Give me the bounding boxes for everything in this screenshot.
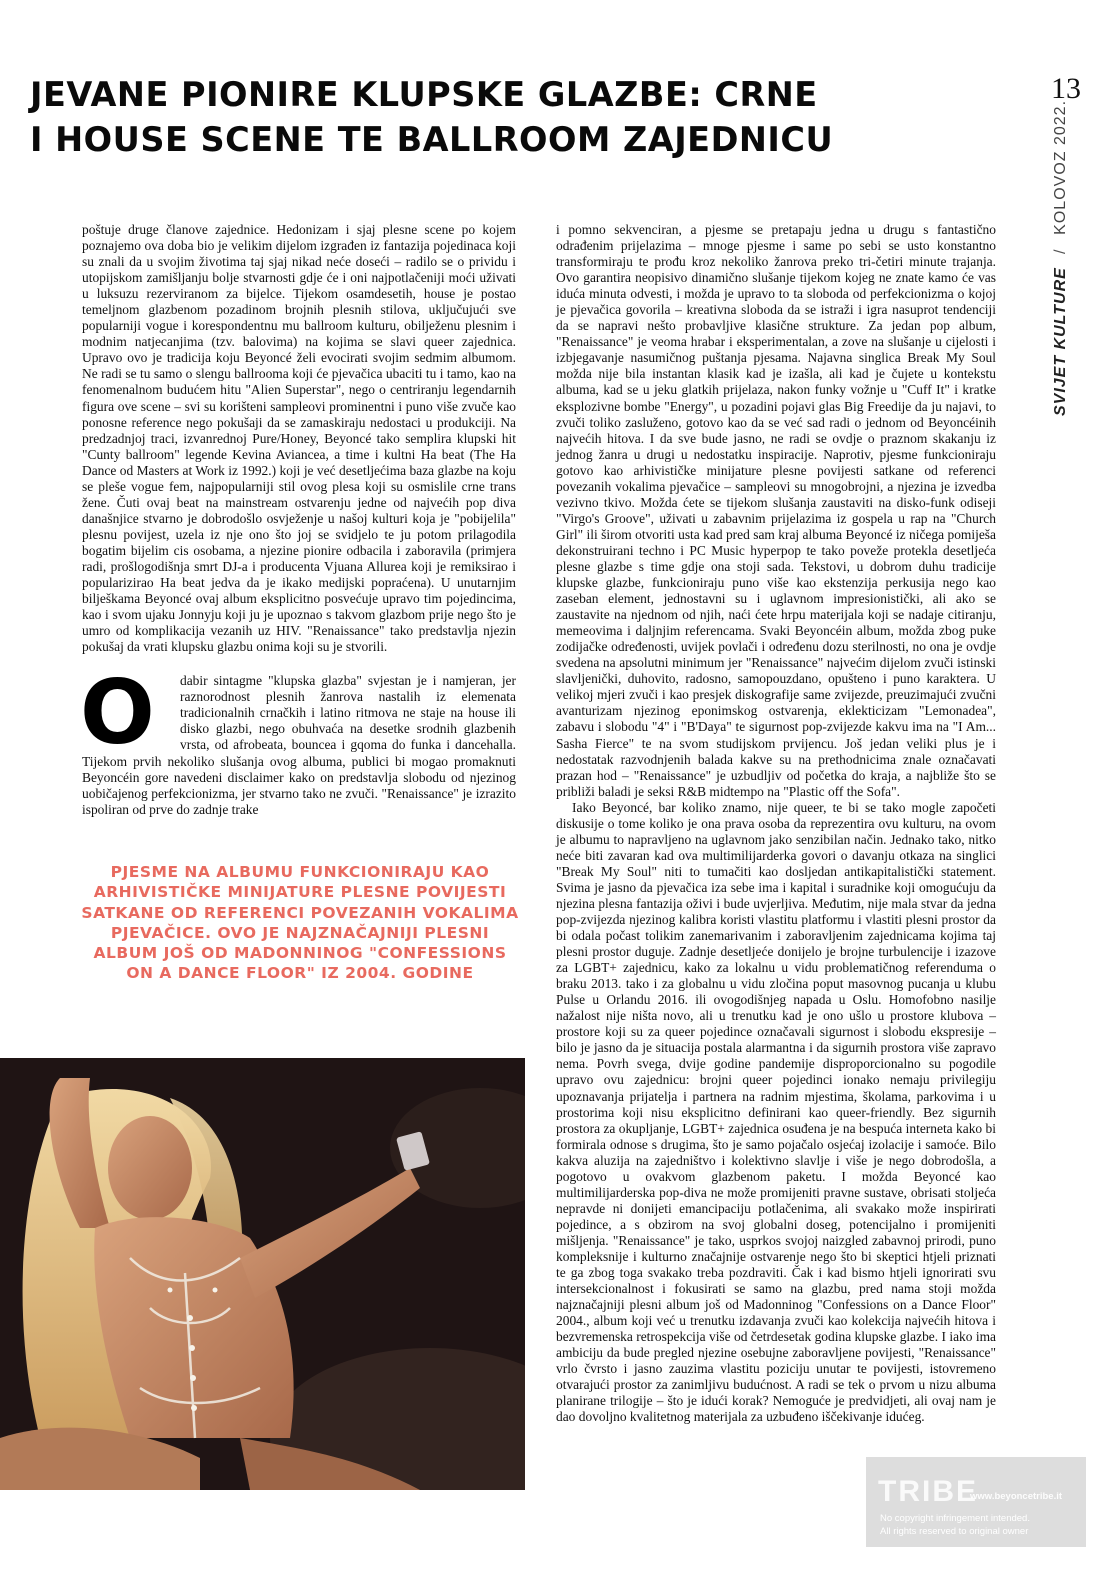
headline-line-2: I HOUSE SCENE TE BALLROOM ZAJEDNICU	[30, 120, 834, 159]
section-label	[1052, 99, 1070, 416]
issue-date: KOLOVOZ 2022.	[1052, 99, 1069, 235]
dropcap-letter: O	[80, 661, 155, 765]
pull-quote: PJESME NA ALBUMU FUNKCIONIRAJU KAO ARHIVISTIČKE MINIJATURE PLESNE POVIJESTI SATKANE OD REFERENCI POVEZANIH VOKALIMA PJEVAČICE. OVO JE NAJZNAČAJNIJI PLESNI ALBUM JOŠ OD MADONNINOG "CONFESSIONS ON A DANCE FLOOR" IZ 2004. GODINE	[81, 863, 519, 983]
watermark-note-1: No copyright infringement intended.	[880, 1513, 1030, 1524]
watermark-brand: TRIBE	[878, 1475, 978, 1508]
right-paragraph-1: i pomno sekvenciran, a pjesme se pretapaju jedna u drugu s fantastično odrađenim prijelazima – mnoge pjesme i same po sebi se usto konstantno transformiraju te prođu kroz nekoliko žanrova preko tri-četiri minute trajanja. Ovo garantira neopisivo dinamično slušanje tijekom kojeg ne znate kamo će vas iduća minuta odvesti, i možda je upravo to ta sloboda od perfekcionizma o kojoj je pjevačica govorila – kreativna sloboda da se istraži i igra nasuprot tendenciji da se napravi nešto probavljive klasične strukture. Za jedan pop album, "Renaissance" je veoma hrabar i eksperimentalan, a zove na slušanje u cijelosti i izbjegavanje nasumičnog puštanja pjesama. Najavna singlica Break My Soul možda nije bila instantan klasik kad je izašla, ali kad je čujete u kontekstu albuma, kad se u jeku glatkih prijelaza, nakon funky vožnje u "Cuff It" i kratke eksplozivne bombe "Energy", u pozadini pojavi glas Big Freedije da ju najavi, to zvuči toliko zasluženo, gotovo kao da se već sad radi o jednom od Beyoncéinih najvećih hitova. I da sve bude jasno, ne radi se ovdje o praznom skakanju iz jednog žanra u drugi u nedostatku inspiracije. Naprotiv, pjesme funkcioniraju gotovo kao arhivističke minijature plesne povijesti satkane od referenci povezanih vokalima pjevačice – sampleovi su mnogobrojni, a njezina je izvedba vezivno tkivo. Možda ćete se tijekom slušanja zaustaviti na disko-funk odiseji "Virgo's Groove", uživati u zabavnim prijelazima iz gospela u rap na "Church Girl" ili širom otvoriti usta kad pred sam kraj albuma Beyoncé iz ničega pomiješa dekonstruirani techno i PC Music hyperpop te tako poveže protekla desetljeća plesne glazbe s time gdje ona stoji sada. Tekstovi, u dobrom duhu tradicije klupske glazbe, funkcioniraju puno više kao ekstenzija perkusija nego kao zaseban element, jednostavni su i uglavnom impresionistički, ali ako se zaustavite na njednom od njih, naći ćete hrpu materijala koji se nadaje citiranju, memeovima i daljnjim referencama. Svaki Beyoncéin album, možda zbog puke zodijačke određenosti, uvijek povlači i određenu dozu sterilnosti, no ona je ovdje svedena na apsolutni minimum jer "Renaissance" najvećim dijelom zvuči istinski slavljenički, duhovito, radosno, samopouzdano, opušteno i puno karaktera. U velikoj mjeri zvuči i kao presjek diskografije same zvijezde, preuzimajući zvučni avanturizam njezinog eponimskog ostvarenja, eklekticizam "Lemonadea", zabavu i slobodu "4" i "B'Daya" te sigurnost pop-zvijezde kakvu ima na "I Am... Sasha Fierce" te na svom studijskom prvijencu. Još jedan veliki plus je i nedostatak razvodnjenih balada kakve su na prethodnicima znale označavati prazan hod – "Renaissance" je uzbudljiv od početka do kraja, a najbliže što se približi baladi je seksi R&B midtempo na "Plastic off the Sofa".	[556, 222, 996, 799]
dropcap	[80, 661, 166, 765]
watermark-note-2: All rights reserved to original owner	[880, 1526, 1029, 1537]
left-paragraph-2: dabir sintagme "klupska glazba" svjestan je i namjeran, jer raznorodnost plesnih žanrova nastalih iz elemenata tradicionalnih crnačkih i latino ritmova ne staje na house ili disko glazbi, nego obuhvaća na desetke srodnih glazbenih vrsta, od afrobeata, bouncea i gqoma do funka i dancehalla. Tijekom prvih nekoliko slušanja ovog albuma, publici bi mogao promaknuti Beyoncéin gore navedeni disclaimer kako on predstavlja slobodu od njezinog uobičajenog perfekcionizma, jer stvarno tako ne zvuči. "Renaissance" je izrazito ispoliran od prve do zadnje trake	[82, 673, 516, 817]
article-headline	[30, 72, 990, 162]
section-separator: /	[1052, 248, 1069, 254]
article-column-right	[556, 222, 996, 1426]
performer-photo-illustration	[0, 1058, 525, 1490]
left-paragraph-1: poštuje druge članove zajednice. Hedonizam i sjaj plesne scene po kojem poznajemo ova doba bio je velikim dijelom izgrađen iz fantazija pojedinaca koji su znali da u svojim životima taj sjaj nikad neće doseći – radilo se o prividu i utopijskom zamišljanju bolje stvarnosti gdje će i oni najpotlačeniji moći uživati u luksuzu rezerviranom za bijelce. Tijekom osamdesetih, house je postao temeljnom glazbenom pozadinom brojnih plesnih stilova, uključujući sve popularniji vogue i korespondentnu mu ballroom kulturu, obilježenu plesnim i modnim natjecanjima (tzv. balovima) na kojima se slavi queer zajednica. Upravo ovo je tradicija koju Beyoncé želi evocirati svojim sedmim albumom. Ne radi se tu samo o slengu ballrooma koji će pjevačica ubaciti tu i tamo, kao na fenomenalnom budućem hitu "Alien Superstar", nego o centriranju legendarnih figura ove scene – svi su korišteni sampleovi prominentni i puno više zvuče kao ponosne reference nego pokušaji da se zamaskiraju nedostaci u produkciji. Na predzadnjoj traci, izvanrednoj Pure/Honey, Beyoncé tako semplira klupski hit "Cunty ballroom" legende Kevina Aviancea, a time i kultni Ha beat (The Ha Dance od Masters at Work iz 1992.) koji je već desetljećima baza glazbe na koju se pleše vogue fem, najpopularniji stil ovog plesa koji su osmislile crne trans žene. Čuti ovaj beat na mainstream ostvarenju jedne od najvećih pop diva današnjice stvarno je dobrodošlo osvježenje u našoj kulturi koja je "pobijelila" plesnu povijest, uzela iz nje ono što joj se svidjelo te ju potom prilagodila bogatim bijelim cis osobama, a njezine pionire odbacila i zaboravila (primjera radi, prošlogodišnja smrt DJ-a i producenta Vjuana Allurea koji je remiksirao i popularizirao Ha beat jedva da je ikako medijski popraćena). U unutarnjim bilješkama Beyoncé ovaj album eksplicitno posvećuje upravo tim pojedincima, kao i svom ujaku Jonnyju koji ju je upoznao s takvom glazbom prije nego što je umro od komplikacija vezanih uz HIV. "Renaissance" tako predstavlja njezin pokušaj da vrati klupsku glazbu onima koji su je stvorili.	[82, 222, 516, 655]
performer-photo	[0, 1058, 525, 1490]
section-name: SVIJET KULTURE	[1052, 267, 1069, 416]
dropcap-paragraph	[80, 661, 516, 817]
page-number: 13	[1051, 72, 1081, 105]
headline-line-1: JEVANE PIONIRE KLUPSKE GLAZBE: CRNE	[30, 75, 818, 114]
watermark-url: www.beyoncetribe.it	[970, 1491, 1063, 1502]
watermark	[866, 1457, 1086, 1547]
article-column-left	[82, 222, 516, 818]
right-paragraph-2: Iako Beyoncé, bar koliko znamo, nije queer, te bi se tako mogle započeti diskusije o tome koliko je ona prava osoba da reprezentira ovu kulturu, na ovom je albumu to napravljeno na uglavnom jako senzibilan način. Jednako tako, nitko neće biti zavaran kad ova multimilijarderka govori o davanju otkaza na singlici "Break My Soul" niti to tumačiti kao dosljedan antikapitalistički statement. Svima je jasno da pjevačica iza sebe ima i kapital i suradnike koji omogućuju da njezina plesna fantazija oživi i bude uvjerljiva. Međutim, nije mala stvar da jedna pop-zvijezda njezinog kalibra koristi vlastitu platformu i vlastiti plesni prostor da bi odala počast tolikim zanemarivanim i zaboravljenim zajednicama kojima taj plesni prostor duguje. Zadnje desetljeće donijelo je brojne turbulencije i izazove za LGBT+ zajednicu, kako za lokalnu u vidu problematičnog referenduma o braku 2013. tako i za globalnu u vidu zločina poput masovnog pucanja u klubu Pulse u Orlandu 2016. ili ovogodišnjeg napada u Oslu. Homofobno nasilje nažalost nije ništa novo, ali u trenutku kad je ono ušlo u prostore klubova – prostore koji su za queer pojedince označavali sigurnost i slobodu ekspresije – bilo je jasno da je situacija postala alarmantna i da sigurnih prostora više zapravo nema. Povrh svega, dvije godine pandemije disproporcionalno su pogodile upravo ovu zajednicu: brojni queer pojedinci ionako nemaju privilegiju upoznavanja prijatelja i partnera na radnim mjestima, školama, parkovima i u prostorima koji nisu eksplicitno definirani kao queer-friendly. Bez sigurnih prostora za okupljanje, LGBT+ zajednica osuđena je na bespuća interneta kako bi formirala odnose s drugima, što je samo pojačalo osjećaj izolacije i samoće. Bilo kakva aluzija na zajedništvo i kolektivno slavlje i više je nego dobrodošla, a pogotovo u ovakvom glazbenom paketu. I možda Beyoncé kao multimilijarderska pop-diva ne može promijeniti pravne sustave, obrisati stoljeća nepravde ni donijeti emancipaciju potlačenima, ali svakako može inspirirati pojedince, a s obzirom na svoj globalni doseg, potencijalno i promijeniti mišljenja. "Renaissance" je tako, usprkos svojoj naizgled zabavnoj prirodi, puno kompleksnije i kulturno značajnije ostvarenje nego što bi skeptici htjeli priznati te ga zbog toga svakako treba pozdraviti. Čak i kad bismo htjeli ignorirati svu intersekcionalnost i fokusirati se samo na glazbu, pred nama stoji možda najznačajniji plesni album još od Madonninog "Confessions on a Dance Floor" 2004., album koji već u trenutku izdavanja zvuči kao kolekcija najvećih hitova i bezvremenska retrospekcija više od četrdesetak godina klupske glazbe. I iako ima ambiciju da bude pregled njezine osebujne zaboravljene povijesti, "Renaissance" vrlo čvrsto i jasno zauzima vlastitu poziciju unutar te povijesti, istovremeno otvarajući prostor za zanimljivu budućnost. A radi se tek o prvom u nizu albuma planirane trilogije – što je idući korak? Nemoguće je predvidjeti, ali ovaj nam je dao dovoljno kvalitetnog materijala za uzbuđeno iščekivanje idućeg.	[556, 799, 996, 1425]
